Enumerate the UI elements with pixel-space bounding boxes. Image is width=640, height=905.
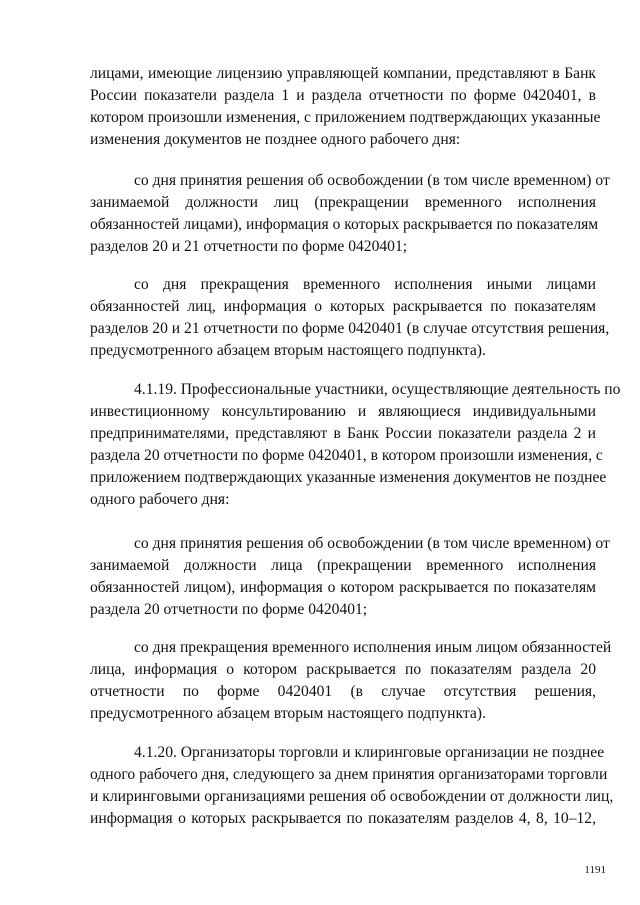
text-line: разделов 20 и 21 отчетности по форме 0420401 (в случае отсутствия решения, bbox=[90, 320, 610, 337]
text-line: предусмотренного абзацем вторым настоящего подпункта). bbox=[90, 705, 486, 722]
text-line: раздела 20 отчетности по форме 0420401, в котором произошли изменения, с bbox=[90, 447, 603, 464]
text-line: 4.1.19. Профессиональные участники, осуществляющие деятельность по bbox=[134, 381, 621, 398]
page-number: 1191 bbox=[584, 864, 606, 876]
text-line: котором произошли изменения, с приложением подтверждающих указанные bbox=[90, 109, 601, 126]
text-line: занимаемой должности лица (прекращении временного исполнения bbox=[90, 557, 596, 574]
text-line: занимаемой должности лиц (прекращении временного исполнения bbox=[90, 194, 596, 211]
text-line: обязанностей лицами), информация о которых раскрывается по показателям bbox=[90, 216, 599, 233]
text-line: отчетности по форме 0420401 (в случае отсутствия решения, bbox=[90, 683, 596, 700]
text-line: одного рабочего дня, следующего за днем принятия организаторами торговли bbox=[90, 766, 608, 783]
text-line: предпринимателями, представляют в Банк России показатели раздела 2 и bbox=[90, 425, 596, 442]
text-line: разделов 20 и 21 отчетности по форме 0420401; bbox=[90, 238, 408, 255]
text-line: со дня прекращения временного исполнения иным лицом обязанностей bbox=[134, 639, 612, 656]
text-line: информация о которых раскрывается по показателям разделов 4, 8, 10–12, bbox=[90, 810, 596, 827]
text-line: изменения документов не позднее одного рабочего дня: bbox=[90, 131, 461, 148]
text-line: лицами, имеющие лицензию управляющей компании, представляют в Банк bbox=[90, 65, 596, 82]
text-line: инвестиционному консультированию и являющиеся индивидуальными bbox=[90, 403, 596, 420]
paragraph-item-3 bbox=[90, 533, 610, 621]
text-line: со дня принятия решения об освобождении (в том числе временном) от bbox=[134, 172, 610, 189]
text-line: предусмотренного абзацем вторым настоящего подпункта). bbox=[90, 342, 486, 359]
text-line: раздела 20 отчетности по форме 0420401; bbox=[90, 601, 368, 618]
paragraph-4-1-20 bbox=[90, 742, 614, 830]
text-line: приложением подтверждающих указанные изменения документов не позднее bbox=[90, 469, 607, 486]
text-line: лица, информация о котором раскрывается по показателям раздела 20 bbox=[90, 661, 596, 678]
text-line: 4.1.20. Организаторы торговли и клиринговые организации не позднее bbox=[134, 744, 605, 761]
text-line: обязанностей лицом), информация о котором раскрывается по показателям bbox=[90, 579, 596, 596]
paragraph-item-2 bbox=[90, 274, 610, 362]
paragraph-item-1 bbox=[90, 170, 610, 258]
text-line: обязанностей лиц, информация о которых раскрывается по показателям bbox=[90, 298, 596, 315]
text-line: и клиринговыми организациями решения об освобождении от должности лиц, bbox=[90, 788, 614, 805]
text-line: России показатели раздела 1 и раздела отчетности по форме 0420401, в bbox=[90, 87, 596, 104]
text-line: одного рабочего дня: bbox=[90, 491, 230, 508]
paragraph-item-4 bbox=[90, 637, 612, 725]
paragraph-4-1-19 bbox=[90, 379, 621, 511]
text-line: со дня прекращения временного исполнения иными лицами bbox=[134, 276, 596, 293]
paragraph-continuation bbox=[90, 63, 601, 151]
text-line: со дня принятия решения об освобождении (в том числе временном) от bbox=[134, 535, 610, 552]
